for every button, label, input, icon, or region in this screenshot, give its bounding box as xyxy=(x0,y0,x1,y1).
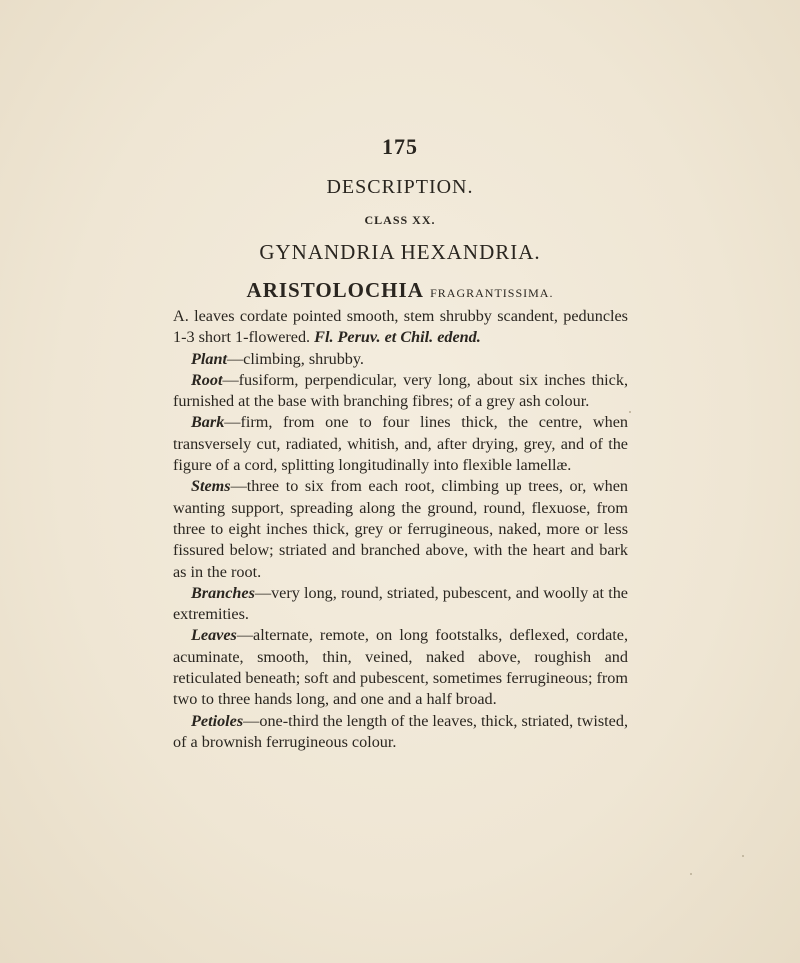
entry-leaves xyxy=(173,625,628,710)
entry-text: —alternate, remote, on long footstalks, deflexed, cordate, acuminate, smooth, thin, veined, naked above, roughish and reticulated beneath; soft and pubescent, sometimes ferrugineous; from two to three hands long, and one and a half broad. xyxy=(173,626,628,709)
entry-term: Leaves xyxy=(191,626,237,645)
entry-bark xyxy=(173,412,628,476)
species-epithet: FRAGRANTISSIMA. xyxy=(430,286,554,300)
entry-term: Petioles xyxy=(191,711,244,730)
diagnosis-text: A. leaves cordate pointed smooth, stem shrubby scandent, peduncles 1-3 short 1-flowered. xyxy=(173,307,628,347)
entry-text: —firm, from one to four lines thick, the centre, when transversely cut, radiated, whitish, and, after drying, grey, and of the figure of a cord, splitting longitudinally into flexible lamellæ. xyxy=(173,413,628,475)
diagnosis-paragraph xyxy=(173,306,628,349)
entry-text: —three to six from each root, climbing up trees, or, when wanting support, spreading along the ground, round, flexuose, from three to eight inches thick, grey or ferrugineous, naked, more or less fissured below; striated and branched above, with the heart and bark as in the root. xyxy=(173,477,628,581)
entry-plant xyxy=(173,349,628,370)
entry-stems xyxy=(173,476,628,582)
paper-speck xyxy=(629,411,631,413)
entry-petioles xyxy=(173,711,628,754)
entry-term: Bark xyxy=(191,413,225,432)
diagnosis-citation: Fl. Peruv. et Chil. edend. xyxy=(314,328,481,347)
page-number: 175 xyxy=(382,134,418,159)
paper-speck xyxy=(742,855,744,857)
entry-term: Root xyxy=(191,370,223,389)
entry-root xyxy=(173,370,628,413)
entry-term: Stems xyxy=(191,477,231,496)
entry-text: —very long, round, striated, pubescent, and woolly at the extremities. xyxy=(173,583,628,624)
species-heading xyxy=(0,278,800,303)
entry-text: —one-third the length of the leaves, thick, striated, twisted, of a brownish ferrugineous colour. xyxy=(173,711,628,751)
class-label: CLASS XX. xyxy=(364,213,436,227)
paper-speck xyxy=(690,873,692,875)
entry-text: —fusiform, perpendicular, very long, about six inches thick, furnished at the base with branching fibres; of a grey ash colour. xyxy=(173,370,628,411)
order-heading: GYNANDRIA HEXANDRIA. xyxy=(259,240,541,264)
entry-branches xyxy=(173,583,628,626)
genus-name: ARISTOLOCHIA xyxy=(246,278,424,302)
section-heading: DESCRIPTION. xyxy=(326,176,474,198)
entry-text: —climbing, shrubby. xyxy=(226,349,364,368)
entry-term: Plant xyxy=(191,349,227,368)
entry-term: Branches xyxy=(191,583,255,602)
description-body xyxy=(173,306,628,753)
